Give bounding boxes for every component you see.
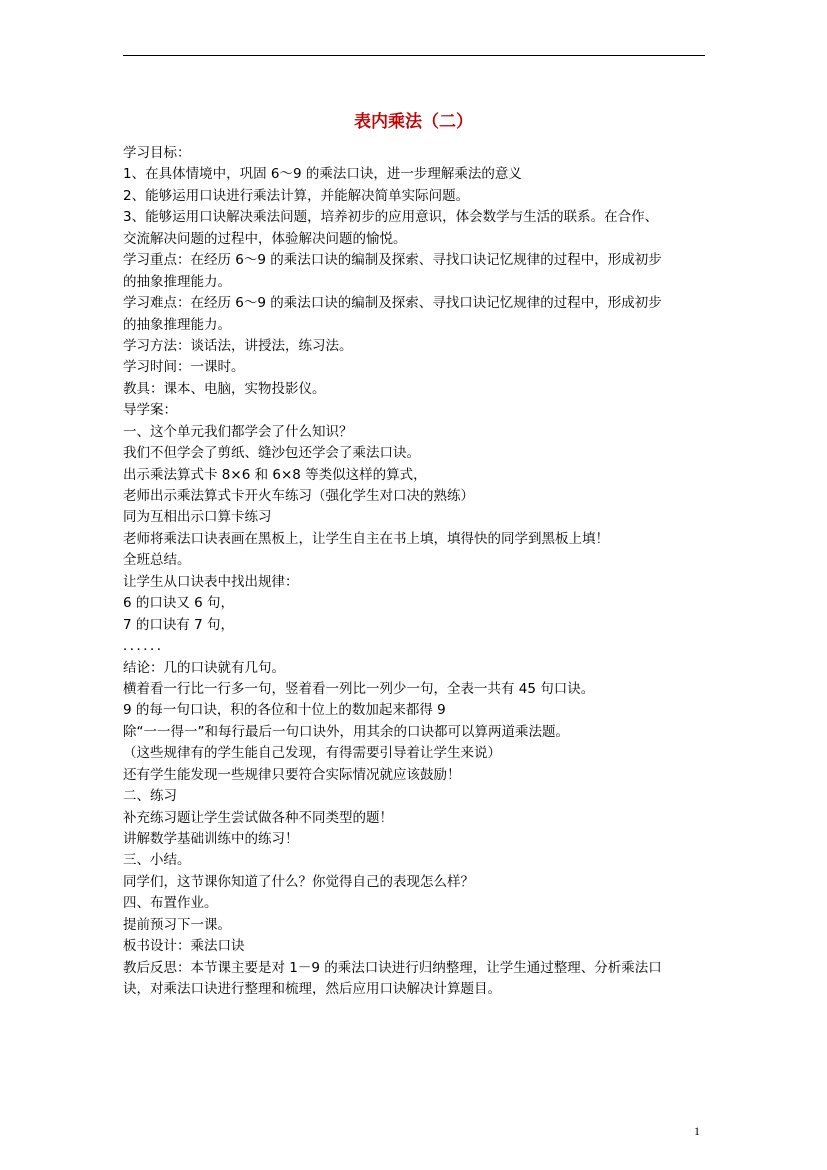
document-body: [123, 143, 713, 1001]
text-line: 二、练习: [123, 788, 177, 805]
text-line: 同学们，这节课你知道了什么？你觉得自己的表现怎么样？: [123, 873, 474, 890]
text-line: 同为互相出示口算卡练习: [123, 509, 272, 526]
text-line: 学习目标：: [123, 145, 191, 161]
text-line: 还有学生能发现一些规律只要符合实际情况就应该鼓励！: [123, 766, 461, 783]
text-line: 学习时间：一课时。: [123, 359, 245, 376]
text-line: ．．．．．．: [123, 638, 171, 655]
text-line: 出示乘法算式卡 8×6 和 6×8 等类似这样的算式，: [123, 466, 427, 483]
text-line: 诀，对乘法口诀进行整理和梳理，然后应用口诀解决计算题目。: [123, 981, 501, 998]
text-line: 我们不但学会了剪纸、缝沙包还学会了乘法口诀。: [123, 445, 420, 462]
text-line: 导学案：: [123, 402, 177, 419]
text-line: 补充练习题让学生尝试做各种不同类型的题！: [123, 809, 393, 826]
page-number: 1: [694, 1124, 700, 1138]
text-line: 让学生从口诀表中找出规律：: [123, 573, 299, 590]
text-line: 的抽象推理能力。: [123, 273, 231, 290]
text-line: 提前预习下一课。: [123, 916, 231, 933]
text-line: 学习方法：谈话法，讲授法，练习法。: [123, 337, 353, 354]
text-line: 学习重点：在经历 6～9 的乘法口诀的编制及探索、寻找口诀记忆规律的过程中，形成初步: [123, 252, 662, 269]
text-line: 的抽象推理能力。: [123, 316, 231, 333]
text-line: 6 的口诀又 6 句，: [123, 595, 235, 612]
text-line: 三、小结。: [123, 852, 191, 869]
text-line: 老师将乘法口诀表画在黑板上，让学生自主在书上填，填得快的同学到黑板上填！: [123, 530, 609, 547]
text-line: 7 的口诀有 7 句，: [123, 616, 235, 633]
text-line: 交流解决问题的过程中，体验解决问题的愉悦。: [123, 230, 407, 247]
text-line: 学习难点：在经历 6～9 的乘法口诀的编制及探索、寻找口诀记忆规律的过程中，形成初步: [123, 295, 662, 312]
text-line: 横着看一行比一行多一句，竖着看一列比一列少一句，全表一共有 45 句口诀。: [123, 680, 595, 697]
text-line: 1、在具体情境中，巩固 6～9 的乘法口诀，进一步理解乘法的意义: [123, 166, 522, 183]
text-line: 教后反思：本节课主要是对 1－9 的乘法口诀进行归纳整理，让学生通过整理、分析乘法口: [123, 959, 662, 976]
text-line: 结论：几的口诀就有几句。: [123, 659, 285, 676]
text-line: 老师出示乘法算式卡开火车练习（强化学生对口决的熟练）: [123, 488, 474, 504]
text-line: 除“一一得一”和每行最后一句口诀外，用其余的口诀都可以算两道乘法题。: [123, 723, 569, 740]
text-line: （这些规律有的学生能自己发现，有得需要引导着让学生来说）: [123, 745, 501, 762]
text-line: 讲解数学基础训练中的练习！: [123, 831, 299, 847]
text-line: 板书设计：乘法口诀: [123, 938, 245, 955]
document-title: 表内乘法（二）: [354, 112, 473, 132]
text-line: 一、这个单元我们都学会了什么知识？: [123, 423, 353, 440]
text-line: 四、布置作业。: [123, 895, 218, 912]
text-line: 教具：课本、电脑，实物投影仪。: [123, 380, 326, 397]
text-line: 全班总结。: [123, 552, 191, 569]
header-rule: [123, 55, 705, 56]
text-line: 9 的每一句口诀，积的各位和十位上的数加起来都得 9: [123, 702, 446, 719]
text-line: 3、能够运用口诀解决乘法问题，培养初步的应用意识，体会数学与生活的联系。在合作、: [123, 209, 659, 226]
text-line: 2、能够运用口诀进行乘法计算，并能解决简单实际问题。: [123, 187, 470, 204]
